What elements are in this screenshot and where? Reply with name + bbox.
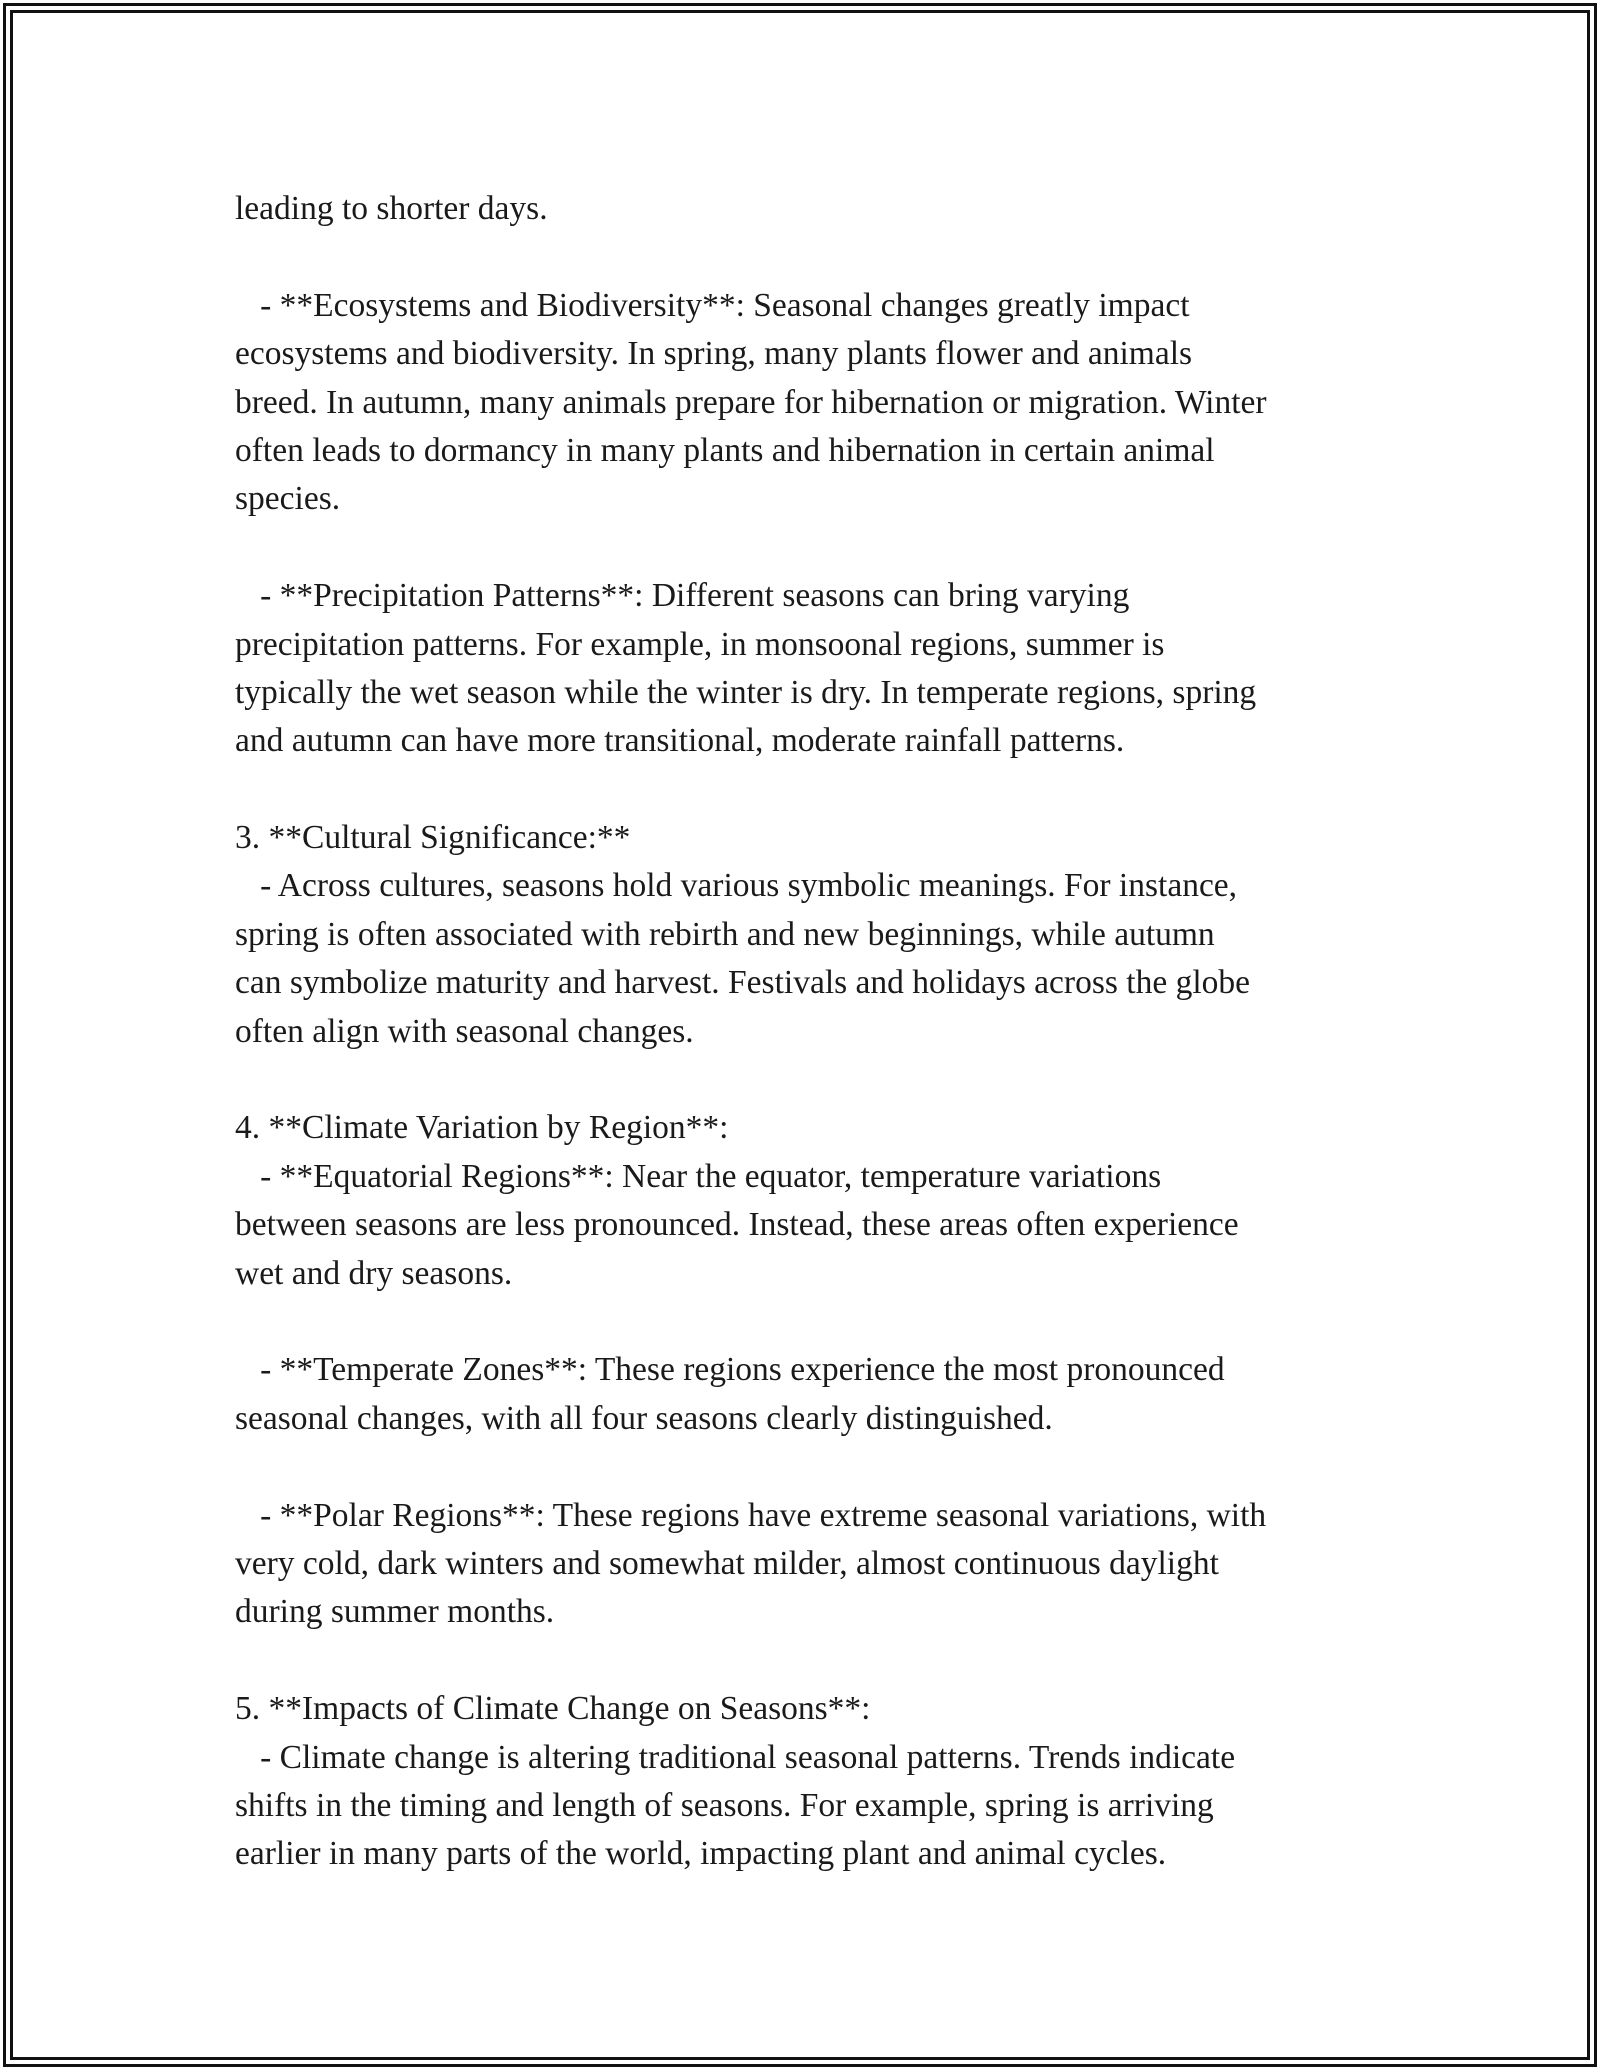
text-line: typically the wet season while the winter is dry. In temperate regions, spring [235, 673, 1257, 711]
text-line: during summer months. [235, 1593, 555, 1631]
text-line: wet and dry seasons. [235, 1254, 513, 1292]
text-line: between seasons are less pronounced. Instead, these areas often experience [235, 1206, 1239, 1244]
section-heading: 3. **Cultural Significance:** [235, 819, 631, 857]
text-line: leading to shorter days. [235, 190, 548, 227]
text-line: earlier in many parts of the world, impacting plant and animal cycles. [235, 1835, 1167, 1873]
blank-line [235, 1637, 1375, 1685]
text-line: breed. In autumn, many animals prepare for hibernation or migration. Winter [235, 383, 1267, 421]
text-line: - Climate change is altering traditional seasonal patterns. Trends indicate [235, 1738, 1236, 1776]
blank-line [235, 1056, 1375, 1104]
blank-line [235, 233, 1375, 281]
text-line: - **Temperate Zones**: These regions experience the most pronounced [235, 1351, 1225, 1389]
text-line: can symbolize maturity and harvest. Festivals and holidays across the globe [235, 964, 1250, 1002]
blank-line [235, 1443, 1375, 1491]
text-line: - **Ecosystems and Biodiversity**: Seasonal changes greatly impact [235, 286, 1190, 324]
text-line: species. [235, 480, 341, 518]
text-line: often align with seasonal changes. [235, 1012, 694, 1050]
text-line: spring is often associated with rebirth and new beginnings, while autumn [235, 915, 1215, 953]
text-line: shifts in the timing and length of seasons. For example, spring is arriving [235, 1786, 1214, 1824]
document-body [235, 185, 1375, 1879]
text-line: seasonal changes, with all four seasons clearly distinguished. [235, 1399, 1053, 1437]
text-line: very cold, dark winters and somewhat milder, almost continuous daylight [235, 1544, 1219, 1582]
text-line: precipitation patterns. For example, in monsoonal regions, summer is [235, 625, 1165, 663]
text-line: - **Precipitation Patterns**: Different seasons can bring varying [235, 577, 1130, 615]
text-line: and autumn can have more transitional, moderate rainfall patterns. [235, 722, 1125, 760]
blank-line [235, 766, 1375, 814]
text-line: - **Polar Regions**: These regions have extreme seasonal variations, with [235, 1496, 1267, 1534]
section-heading: 5. **Impacts of Climate Change on Seasons**: [235, 1690, 871, 1728]
blank-line [235, 524, 1375, 572]
text-line: often leads to dormancy in many plants and hibernation in certain animal [235, 431, 1215, 469]
text-line: - **Equatorial Regions**: Near the equator, temperature variations [235, 1157, 1162, 1195]
text-line: - Across cultures, seasons hold various symbolic meanings. For instance, [235, 867, 1238, 905]
section-heading: 4. **Climate Variation by Region**: [235, 1109, 729, 1147]
text-line: ecosystems and biodiversity. In spring, many plants flower and animals [235, 335, 1193, 373]
blank-line [235, 1298, 1375, 1346]
